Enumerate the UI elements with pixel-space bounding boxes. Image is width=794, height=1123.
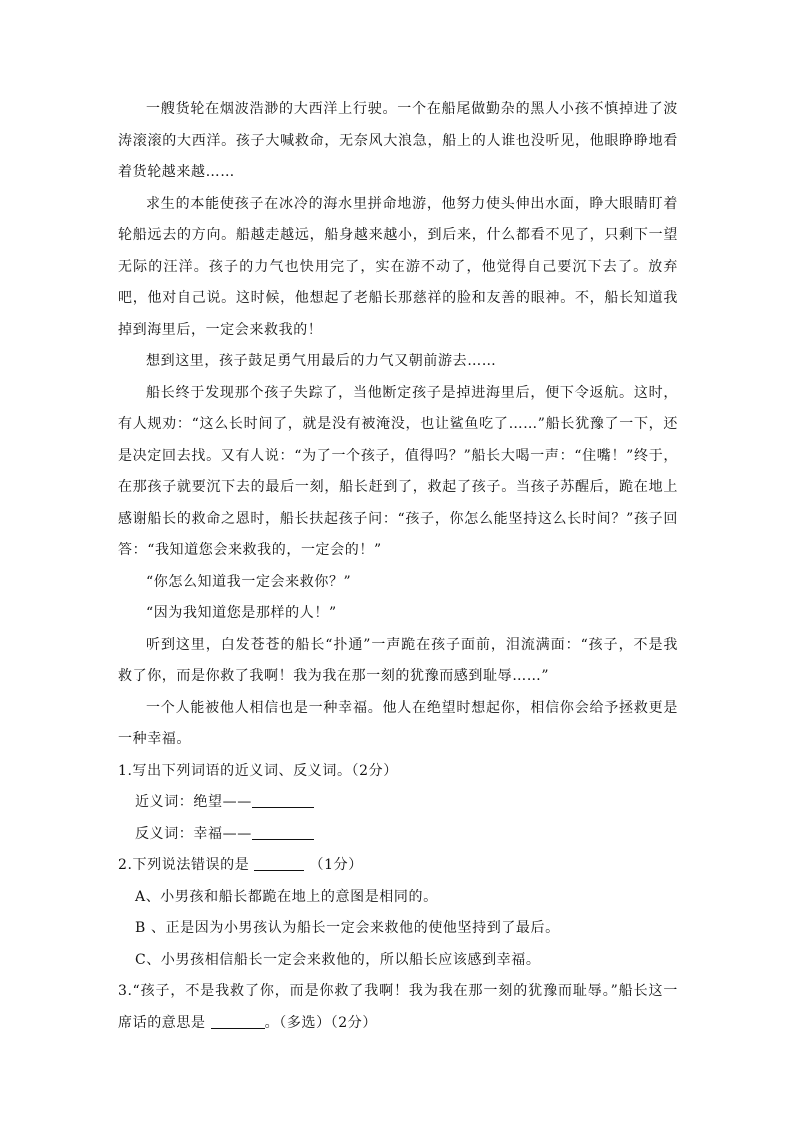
reading-passage (118, 94, 678, 1039)
story-paragraph-4: 船长终于发现那个孩子失踪了，当他断定孩子是掉进海里后，便下令返航。这时，有人规劝：“这么长时间了，就是没有被淹没，也让鲨鱼吃了……”船长犹豫了一下，还是决定回去找。又有人说：“为了一个孩子，值得吗？”船长大喝一声：“住嘴！”终于，在那孩子就要沉下去的最后一刻，船长赶到了，救起了孩子。当孩子苏醒后，跪在地上感谢船长的救命之恩时，船长扶起孩子问：“孩子，你怎么能坚持这么长时间？”孩子回答：“我知道您会来救我的，一定会的！” (118, 384, 678, 558)
question-2-answer-blank[interactable] (254, 852, 304, 871)
question-1-synonym-row (118, 787, 678, 819)
question-3-stem (118, 976, 678, 1039)
question-1 (118, 756, 678, 851)
question-3 (118, 976, 678, 1039)
question-2-stem (118, 850, 678, 882)
question-2 (118, 850, 678, 976)
question-3-score: 。（多选）（2分） (264, 1014, 377, 1031)
question-2-score: （1分） (309, 857, 363, 873)
question-2-option-b: B 、正是因为小男孩认为船长一定会来救他的使他坚持到了最后。 (135, 920, 560, 936)
story-paragraph-7: 听到这里，白发苍苍的船长“扑通”一声跪在孩子面前，泪流满面：“孩子，不是我救了你，而是你救了我啊！我为我在那一刻的犹豫而感到耻辱……” (118, 636, 678, 684)
question-3-stem-text: 3.“孩子，不是我救了你，而是你救了我啊！我为我在那一刻的犹豫而耻辱。”船长这一席话的意思是 (118, 983, 678, 1031)
story-paragraph-3: 想到这里，孩子鼓足勇气用最后的力气又朝前游去…… (146, 353, 497, 369)
question-3-answer-blank[interactable] (211, 1010, 265, 1029)
synonym-label: 近义词：绝望—— (135, 794, 252, 810)
question-2-option-a: A、小男孩和船长都跪在地上的意图是相同的。 (135, 888, 438, 905)
question-2-option-c: C、小男孩相信船长一定会来救他的，所以船长应该感到幸福。 (135, 951, 541, 968)
synonym-answer-blank[interactable] (252, 789, 314, 808)
antonym-answer-blank[interactable] (252, 821, 314, 840)
question-2-stem-text: 2.下列说法错误的是 (118, 857, 250, 873)
story-paragraph-1: 一艘货轮在烟波浩渺的大西洋上行驶。一个在船尾做勤杂的黑人小孩不慎掉进了波涛滚滚的大西洋。孩子大喊救命，无奈风大浪急，船上的人谁也没听见，他眼睁睁地看着货轮越来越…… (118, 101, 678, 180)
story-dialogue-1: “你怎么知道我一定会来救你？” (146, 573, 352, 590)
question-1-stem: 1.写出下列词语的近义词、反义词。（2分） (118, 762, 398, 779)
story-dialogue-2: “因为我知道您是那样的人！” (146, 605, 337, 621)
antonym-label: 反义词：幸福—— (135, 825, 252, 842)
question-1-antonym-row (118, 819, 678, 851)
story-paragraph-2: 求生的本能使孩子在冰冷的海水里拼命地游，他努力使头伸出水面，睁大眼睛盯着轮船远去的方向。船越走越远，船身越来越小，到后来，什么都看不见了，只剩下一望无际的汪洋。孩子的力气也快用完了，实在游不动了，他觉得自己要沉下去了。放弃吧，他对自己说。这时候，他想起了老船长那慈祥的脸和友善的眼神。不，船长知道我掉到海里后，一定会来救我的！ (118, 195, 678, 338)
story-paragraph-8: 一个人能被他人相信也是一种幸福。他人在绝望时想起你，相信你会给予拯救更是一种幸福。 (118, 699, 678, 747)
